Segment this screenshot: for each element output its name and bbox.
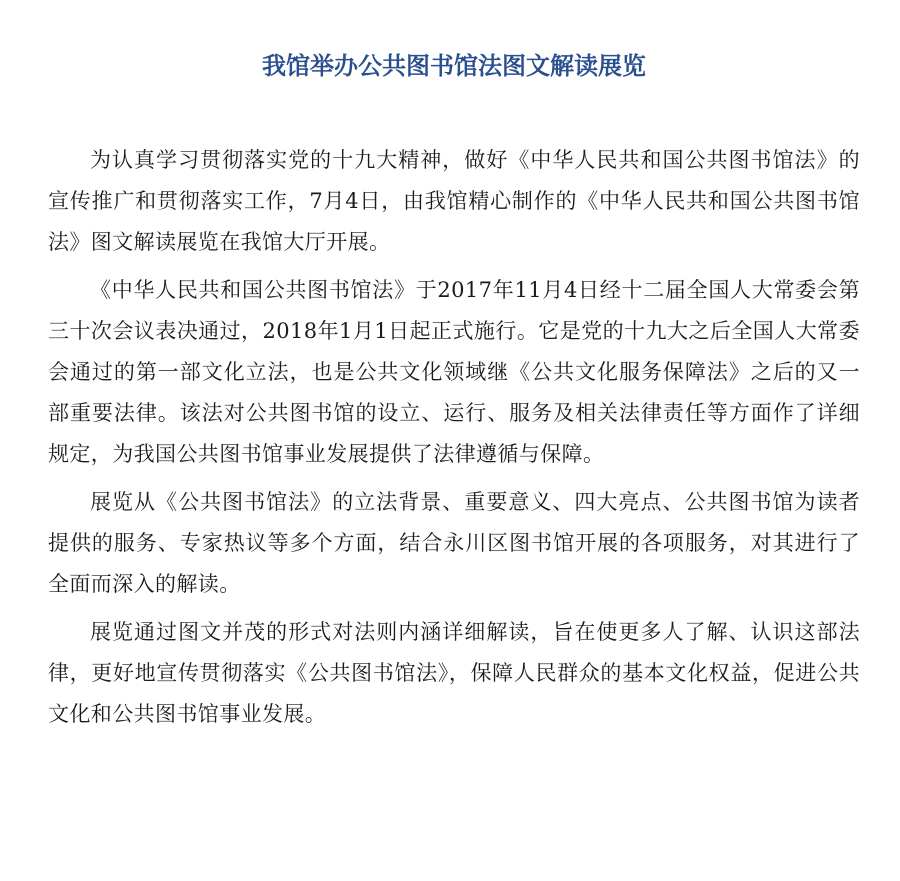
paragraph: 为认真学习贯彻落实党的十九大精神，做好《中华人民共和国公共图书馆法》的宣传推广和贯彻落实工作，7月4日，由我馆精心制作的《中华人民共和国公共图书馆法》图文解读展览在我馆大厅开展。 xyxy=(48,148,860,254)
paragraph: 《中华人民共和国公共图书馆法》于2017年11月4日经十二届全国人大常委会第三十次会议表决通过，2018年1月1日起正式施行。它是党的十九大之后全国人大常委会通过的第一部文化立法，也是公共文化领域继《公共文化服务保障法》之后的又一部重要法律。该法对公共图书馆的设立、运行、服务及相关法律责任等方面作了详细规定，为我国公共图书馆事业发展提供了法律遵循与保障。 xyxy=(48,278,860,466)
article-body xyxy=(48,140,860,735)
paragraph: 展览从《公共图书馆法》的立法背景、重要意义、四大亮点、公共图书馆为读者提供的服务、专家热议等多个方面，结合永川区图书馆开展的各项服务，对其进行了全面而深入的解读。 xyxy=(48,490,860,596)
paragraph: 展览通过图文并茂的形式对法则内涵详细解读，旨在使更多人了解、认识这部法律，更好地宣传贯彻落实《公共图书馆法》，保障人民群众的基本文化权益，促进公共文化和公共图书馆事业发展。 xyxy=(48,620,860,726)
article-title: 我馆举办公共图书馆法图文解读展览 xyxy=(262,52,646,80)
